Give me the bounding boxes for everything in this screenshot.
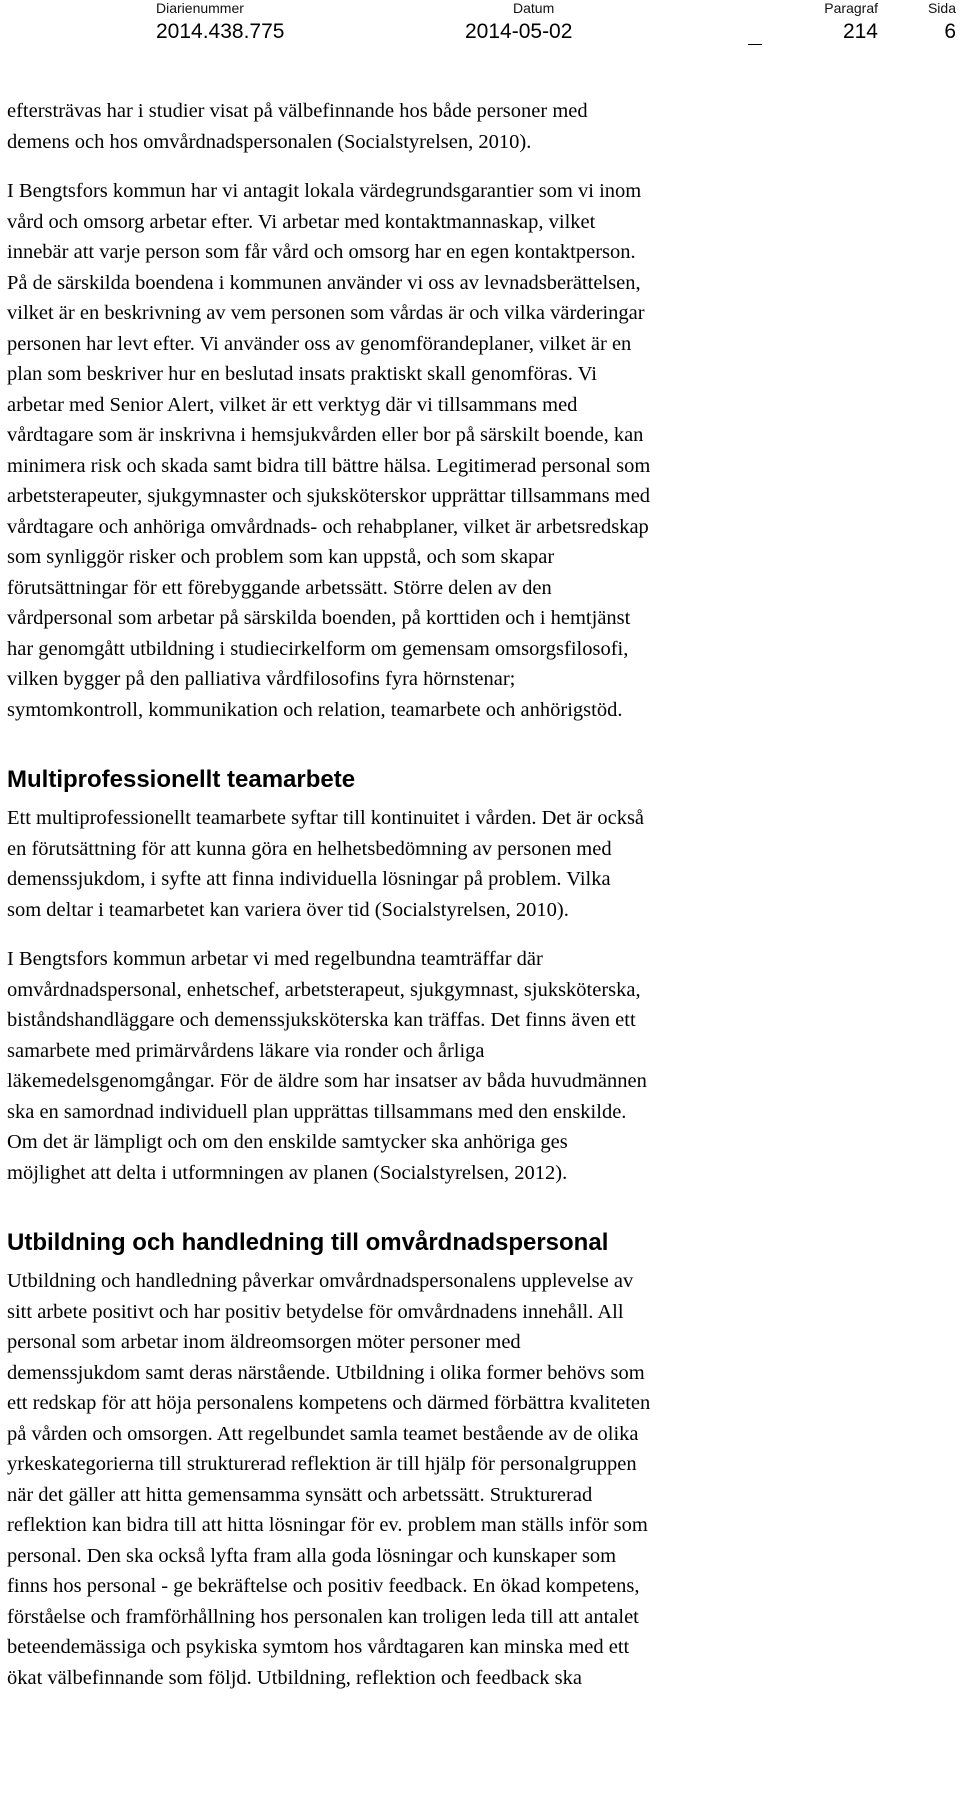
paragraf-value: 214 [842, 20, 878, 43]
section-heading-teamarbete: Multiprofessionellt teamarbete [7, 766, 356, 793]
diarienummer-label: Diarienummer [156, 0, 244, 16]
document-body [7, 96, 897, 1693]
paragraph-utbildning: Utbildning och handledning påverkar omvårdnadspersonalens upplevelse av sitt arbete positivt och har positiv betydelse för omvårdnadens innehåll. All personal som arbetar inom äldreomsorgen möter personer med demenssjukdom samt deras närstående. Utbildning i olika former behövs som ett redskap för att höja personalens kompetens och därmed förbättra kvaliteten på vården och omsorgen. Att regelbundet samla teamet bestående av de olika yrkeskategorierna till strukturerad reflektion är till hjälp för personalgruppen när det gäller att hitta gemensamma synsätt och arbetssätt. Strukturerad reflektion kan bidra till att hitta lösningar för ev. problem man ställs inför som personal. Den ska också lyfta fram alla goda lösningar och kunskaper som finns hos personal - ge bekräftelse och positiv feedback. En ökad kompetens, förståelse och framförhållning hos personalen kan troligen leda till att antalet beteendemässiga och psykiska symtom hos vårdtagaren kan minska med ett ökat välbefinnande som följd. Utbildning, reflektion och feedback ska [7, 1270, 651, 1689]
datum-value: 2014-05-02 [465, 20, 573, 43]
sida-field [900, 0, 960, 45]
datum-field [465, 0, 572, 45]
document-header [0, 0, 960, 60]
paragraf-field [744, 0, 886, 45]
diarienummer-value: 2014.438.775 [156, 20, 285, 43]
datum-label: Datum [513, 0, 555, 16]
sida-value: 6 [944, 20, 956, 43]
diarienummer-field [156, 0, 284, 45]
section-heading-utbildning: Utbildning och handledning till omvårdnadspersonal [7, 1229, 609, 1256]
paragraph-continuation: eftersträvas har i studier visat på välbefinnande hos både personer med demens och hos omvårdnadspersonalen (Socialstyrelsen, 2010). [7, 100, 588, 153]
sida-label: Sida [927, 0, 956, 16]
paragraph-vardegrund: I Bengtsfors kommun har vi antagit lokala värdegrundsgarantier som vi inom vård och omsorg arbetar efter. Vi arbetar med kontaktmannaskap, vilket innebär att varje person som får vård och omsorg har en egen kontaktperson. På de särskilda boendena i kommunen använder vi oss av levnadsberättelsen, vilket är en beskrivning av vem personen som vårdas är och vilka värderingar personen har levt efter. Vi använder oss av genomförandeplaner, vilket är en plan som beskriver hur en beslutad insats praktiskt skall genomföras. Vi arbetar med Senior Alert, vilket är ett verktyg där vi tillsammans med vårdtagare som är inskrivna i hemsjukvården eller bor på särskilt boende, kan minimera risk och skada samt bidra till bättre hälsa. Legitimerad personal som arbetsterapeuter, sjukgymnaster och sjuksköterskor upprättar tillsammans med vårdtagare och anhöriga omvårdnads- och rehabplaner, vilket är arbetsredskap som synliggör risker och problem som kan uppstå, och som skapar förutsättningar för ett förebyggande arbetssätt. Större delen av den vårdpersonal som arbetar på särskilda boenden, på korttiden och i hemtjänst har genomgått utbildning i studiecirkelform om gemensam omsorgsfilosofi, vilken bygger på den palliativa vårdfilosofins fyra hörnstenar; symtomkontroll, kommunikation och relation, teamarbete och anhörigstöd. [7, 180, 651, 721]
paragraf-label: Paragraf [824, 0, 878, 16]
paragraf-underline [748, 44, 762, 45]
paragraph-teamarbete-intro: Ett multiprofessionellt teamarbete syftar till kontinuitet i vården. Det är också en förutsättning för att kunna göra en helhetsbedömning av personen med demenssjukdom, i syfte att finna individuella lösningar på problem. Vilka som deltar i teamarbetet kan variera över tid (Socialstyrelsen, 2010). [7, 807, 645, 921]
paragraph-teamarbete-bengtsfors: I Bengtsfors kommun arbetar vi med regelbundna teamträffar där omvårdnadspersonal, enhetschef, arbetsterapeut, sjukgymnast, sjuksköterska, biståndshandläggare och demenssjuksköterska kan träffas. Det finns även ett samarbete med primärvårdens läkare via ronder och årliga läkemedelsgenomgångar. För de äldre som har insatser av båda huvudmännen ska en samordnad individuell plan upprättas tillsammans med den enskilde. Om det är lämpligt och om den enskilde samtycker ska anhöriga ges möjlighet att delta i utformningen av planen (Socialstyrelsen, 2012). [7, 948, 647, 1184]
